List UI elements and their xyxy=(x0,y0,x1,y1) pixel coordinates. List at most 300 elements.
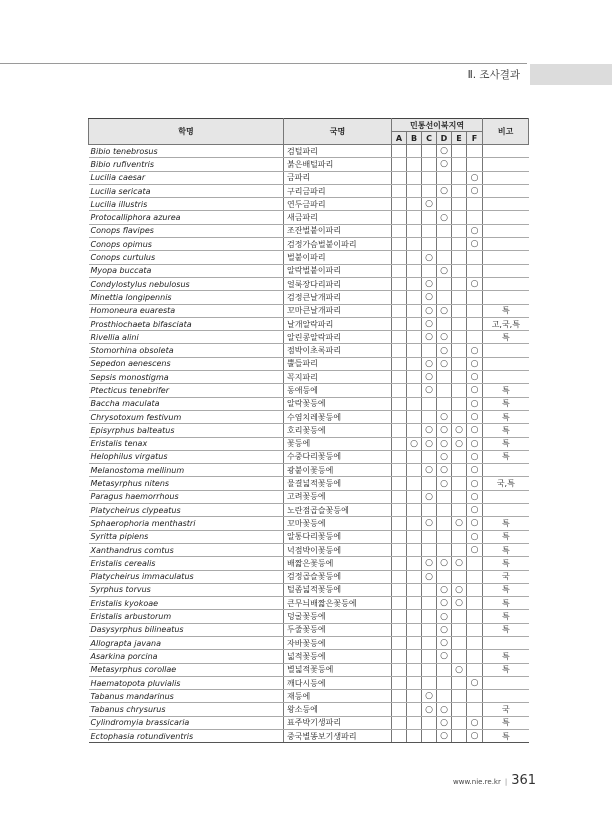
region-cell-c xyxy=(422,211,437,224)
presence-mark: ○ xyxy=(467,464,483,477)
region-cell-b xyxy=(407,184,422,197)
note: 특 xyxy=(483,583,529,596)
region-cell-f xyxy=(467,636,483,649)
presence-mark: ○ xyxy=(422,517,437,530)
table-row xyxy=(89,344,529,357)
table-row xyxy=(89,530,529,543)
region-cell-b xyxy=(407,410,422,423)
region-cell-f xyxy=(467,663,483,676)
region-cell-f xyxy=(467,650,483,663)
region-cell-b xyxy=(407,663,422,676)
presence-mark: ○ xyxy=(437,610,452,623)
scientific-name: Rivellia alini xyxy=(89,331,284,344)
region-cell-c xyxy=(422,238,437,251)
region-cell-b xyxy=(407,676,422,689)
region-cell-a xyxy=(392,424,407,437)
region-cell-a xyxy=(392,357,407,370)
region-cell-b xyxy=(407,211,422,224)
scientific-name: Conops flavipes xyxy=(89,224,284,237)
scientific-name: Episyrphus balteatus xyxy=(89,424,284,437)
presence-mark: ○ xyxy=(467,397,483,410)
region-cell-c xyxy=(422,145,437,158)
region-cell-a xyxy=(392,304,407,317)
table-row xyxy=(89,543,529,556)
presence-mark: ○ xyxy=(422,331,437,344)
region-cell-e xyxy=(452,464,467,477)
region-cell-f xyxy=(467,690,483,703)
scientific-name: Haematopota pluvialis xyxy=(89,676,284,689)
presence-mark: ○ xyxy=(437,597,452,610)
region-cell-f xyxy=(467,251,483,264)
region-cell-a xyxy=(392,663,407,676)
region-cell-c xyxy=(422,264,437,277)
scientific-name: Platycheirus immaculatus xyxy=(89,570,284,583)
region-cell-a xyxy=(392,623,407,636)
korean-name: 검털파리 xyxy=(284,145,392,158)
region-cell-a xyxy=(392,597,407,610)
note xyxy=(483,251,529,264)
korean-name: 수염치레꽃등에 xyxy=(284,410,392,423)
note xyxy=(483,636,529,649)
korean-name: 알린콩알락파리 xyxy=(284,331,392,344)
region-cell-d xyxy=(437,198,452,211)
section-title: Ⅱ. 조사결과 xyxy=(467,69,520,81)
presence-mark: ○ xyxy=(437,583,452,596)
region-cell-a xyxy=(392,331,407,344)
presence-mark: ○ xyxy=(467,437,483,450)
region-cell-e xyxy=(452,251,467,264)
region-cell-e xyxy=(452,317,467,330)
korean-name: 조잔벌붙이파리 xyxy=(284,224,392,237)
korean-name: 깨다시등에 xyxy=(284,676,392,689)
region-cell-f xyxy=(467,264,483,277)
table-row xyxy=(89,184,529,197)
scientific-name: Bibio tenebrosus xyxy=(89,145,284,158)
region-cell-e xyxy=(452,171,467,184)
korean-name: 얼룩장다리파리 xyxy=(284,277,392,290)
region-cell-d xyxy=(437,530,452,543)
note xyxy=(483,211,529,224)
table-row xyxy=(89,211,529,224)
region-cell-b xyxy=(407,650,422,663)
note xyxy=(483,371,529,384)
scientific-name: Cylindromyia brassicaria xyxy=(89,716,284,729)
region-cell-a xyxy=(392,464,407,477)
region-cell-b xyxy=(407,344,422,357)
scientific-name: Asarkina porcina xyxy=(89,650,284,663)
korean-name: 재등에 xyxy=(284,690,392,703)
region-cell-a xyxy=(392,384,407,397)
korean-name: 넓적꽃등에 xyxy=(284,650,392,663)
presence-mark: ○ xyxy=(422,384,437,397)
scientific-name: Metasyrphus nitens xyxy=(89,477,284,490)
note: 특 xyxy=(483,610,529,623)
region-cell-a xyxy=(392,650,407,663)
region-cell-a xyxy=(392,158,407,171)
region-cell-b xyxy=(407,477,422,490)
region-cell-a xyxy=(392,477,407,490)
presence-mark: ○ xyxy=(467,384,483,397)
region-cell-a xyxy=(392,211,407,224)
region-cell-b xyxy=(407,371,422,384)
region-cell-b xyxy=(407,490,422,503)
region-cell-a xyxy=(392,730,407,743)
region-cell-d xyxy=(437,663,452,676)
presence-mark: ○ xyxy=(437,730,452,743)
note: 특 xyxy=(483,450,529,463)
table-row xyxy=(89,716,529,729)
region-cell-a xyxy=(392,583,407,596)
region-cell-b xyxy=(407,158,422,171)
korean-name: 고려꽃등에 xyxy=(284,490,392,503)
korean-name: 알통다리꽃등에 xyxy=(284,530,392,543)
region-cell-a xyxy=(392,570,407,583)
region-cell-a xyxy=(392,291,407,304)
korean-name: 물결넓적꽃등에 xyxy=(284,477,392,490)
region-cell-e xyxy=(452,504,467,517)
table-row xyxy=(89,703,529,716)
presence-mark: ○ xyxy=(467,171,483,184)
region-cell-b xyxy=(407,517,422,530)
table-row xyxy=(89,198,529,211)
presence-mark: ○ xyxy=(452,517,467,530)
presence-mark: ○ xyxy=(437,145,452,158)
presence-mark: ○ xyxy=(422,277,437,290)
species-table xyxy=(88,118,529,743)
table-row xyxy=(89,264,529,277)
table-row xyxy=(89,317,529,330)
presence-mark: ○ xyxy=(467,357,483,370)
region-cell-d xyxy=(437,490,452,503)
col-scientific-name: 학명 xyxy=(89,119,284,145)
region-cell-e xyxy=(452,410,467,423)
presence-mark: ○ xyxy=(437,650,452,663)
note: 특 xyxy=(483,716,529,729)
scientific-name: Ectophasia rotundiventris xyxy=(89,730,284,743)
page-number: 361 xyxy=(511,773,537,788)
presence-mark: ○ xyxy=(437,450,452,463)
table-row xyxy=(89,663,529,676)
scientific-name: Lucilia illustris xyxy=(89,198,284,211)
presence-mark: ○ xyxy=(437,557,452,570)
korean-name: 뿔들파리 xyxy=(284,357,392,370)
table-row xyxy=(89,291,529,304)
region-cell-a xyxy=(392,397,407,410)
note xyxy=(483,145,529,158)
section-tab xyxy=(530,64,612,85)
footer-site: www.nie.re.kr xyxy=(453,778,501,786)
table-row xyxy=(89,238,529,251)
region-cell-c xyxy=(422,650,437,663)
note xyxy=(483,464,529,477)
region-cell-f xyxy=(467,610,483,623)
scientific-name: Allograpta javana xyxy=(89,636,284,649)
korean-name: 동애등에 xyxy=(284,384,392,397)
presence-mark: ○ xyxy=(467,224,483,237)
korean-name: 점박이초록파리 xyxy=(284,344,392,357)
region-cell-a xyxy=(392,251,407,264)
region-cell-e xyxy=(452,703,467,716)
korean-name: 검정큰날개파리 xyxy=(284,291,392,304)
region-cell-e xyxy=(452,530,467,543)
region-cell-c xyxy=(422,543,437,556)
presence-mark: ○ xyxy=(437,304,452,317)
region-cell-e xyxy=(452,636,467,649)
scientific-name: Dasysyrphus bilineatus xyxy=(89,623,284,636)
presence-mark: ○ xyxy=(467,477,483,490)
table-row xyxy=(89,650,529,663)
scientific-name: Eristalis kyokoae xyxy=(89,597,284,610)
table-row xyxy=(89,304,529,317)
region-cell-b xyxy=(407,397,422,410)
scientific-name: Sepedon aenescens xyxy=(89,357,284,370)
presence-mark: ○ xyxy=(422,371,437,384)
region-cell-e xyxy=(452,690,467,703)
presence-mark: ○ xyxy=(437,211,452,224)
region-cell-a xyxy=(392,530,407,543)
region-cell-e xyxy=(452,344,467,357)
col-region-a: A xyxy=(392,132,407,145)
table-row xyxy=(89,464,529,477)
table-row xyxy=(89,224,529,237)
region-cell-e xyxy=(452,264,467,277)
region-cell-c xyxy=(422,410,437,423)
region-cell-d xyxy=(437,517,452,530)
scientific-name: Syritta pipiens xyxy=(89,530,284,543)
region-cell-a xyxy=(392,490,407,503)
table-row xyxy=(89,557,529,570)
note: 국 xyxy=(483,570,529,583)
korean-name: 호리꽃등에 xyxy=(284,424,392,437)
region-cell-e xyxy=(452,450,467,463)
korean-name: 금파리 xyxy=(284,171,392,184)
region-cell-c xyxy=(422,477,437,490)
note: 특 xyxy=(483,663,529,676)
note xyxy=(483,198,529,211)
presence-mark: ○ xyxy=(422,557,437,570)
table-row xyxy=(89,570,529,583)
region-cell-b xyxy=(407,703,422,716)
presence-mark: ○ xyxy=(467,530,483,543)
table-row xyxy=(89,517,529,530)
table-row xyxy=(89,636,529,649)
presence-mark: ○ xyxy=(467,424,483,437)
korean-name: 꼭지파리 xyxy=(284,371,392,384)
presence-mark: ○ xyxy=(422,690,437,703)
korean-name: 큰무늬배짧은꽃등에 xyxy=(284,597,392,610)
table-row xyxy=(89,690,529,703)
table-row xyxy=(89,424,529,437)
region-cell-b xyxy=(407,357,422,370)
presence-mark: ○ xyxy=(437,357,452,370)
table-row xyxy=(89,610,529,623)
col-region-d: D xyxy=(437,132,452,145)
region-cell-d xyxy=(437,397,452,410)
note: 특 xyxy=(483,384,529,397)
note xyxy=(483,690,529,703)
korean-name: 꼬마꽃등에 xyxy=(284,517,392,530)
footer-separator: | xyxy=(504,778,508,786)
region-cell-a xyxy=(392,504,407,517)
presence-mark: ○ xyxy=(422,357,437,370)
presence-mark: ○ xyxy=(422,703,437,716)
scientific-name: Lucilia sericata xyxy=(89,184,284,197)
note: 특 xyxy=(483,650,529,663)
region-cell-b xyxy=(407,331,422,344)
region-cell-e xyxy=(452,570,467,583)
note xyxy=(483,171,529,184)
region-cell-e xyxy=(452,384,467,397)
note xyxy=(483,238,529,251)
note: 특 xyxy=(483,437,529,450)
korean-name: 알락벌붙이파리 xyxy=(284,264,392,277)
region-cell-b xyxy=(407,597,422,610)
region-cell-a xyxy=(392,517,407,530)
region-cell-c xyxy=(422,504,437,517)
region-cell-b xyxy=(407,238,422,251)
korean-name: 날개알락파리 xyxy=(284,317,392,330)
region-cell-d xyxy=(437,676,452,689)
presence-mark: ○ xyxy=(437,331,452,344)
region-cell-d xyxy=(437,504,452,517)
region-cell-a xyxy=(392,224,407,237)
presence-mark: ○ xyxy=(437,464,452,477)
scientific-name: Xanthandrus comtus xyxy=(89,543,284,556)
note xyxy=(483,184,529,197)
korean-name: 연두금파리 xyxy=(284,198,392,211)
presence-mark: ○ xyxy=(437,703,452,716)
region-cell-e xyxy=(452,730,467,743)
presence-mark: ○ xyxy=(452,597,467,610)
presence-mark: ○ xyxy=(467,410,483,423)
korean-name: 표주박기생파리 xyxy=(284,716,392,729)
region-cell-f xyxy=(467,557,483,570)
presence-mark: ○ xyxy=(467,504,483,517)
presence-mark: ○ xyxy=(467,277,483,290)
region-cell-b xyxy=(407,730,422,743)
region-cell-d xyxy=(437,251,452,264)
note xyxy=(483,357,529,370)
korean-name: 알락꽃등에 xyxy=(284,397,392,410)
presence-mark: ○ xyxy=(467,543,483,556)
note: 특 xyxy=(483,543,529,556)
region-cell-b xyxy=(407,198,422,211)
note xyxy=(483,344,529,357)
scientific-name: Conops opimus xyxy=(89,238,284,251)
note xyxy=(483,224,529,237)
table-row xyxy=(89,331,529,344)
note: 국,특 xyxy=(483,477,529,490)
note xyxy=(483,490,529,503)
korean-name: 자바꽃등에 xyxy=(284,636,392,649)
footer xyxy=(453,773,536,788)
region-cell-f xyxy=(467,291,483,304)
table-row xyxy=(89,583,529,596)
region-cell-d xyxy=(437,690,452,703)
korean-name: 별넓적꽃등에 xyxy=(284,663,392,676)
region-cell-a xyxy=(392,371,407,384)
region-cell-c xyxy=(422,397,437,410)
note: 특 xyxy=(483,410,529,423)
presence-mark: ○ xyxy=(437,477,452,490)
region-cell-f xyxy=(467,570,483,583)
region-cell-b xyxy=(407,636,422,649)
region-cell-d xyxy=(437,277,452,290)
region-cell-a xyxy=(392,317,407,330)
korean-name: 털좀넓적꽃등에 xyxy=(284,583,392,596)
region-cell-a xyxy=(392,238,407,251)
region-cell-e xyxy=(452,676,467,689)
table-row xyxy=(89,384,529,397)
presence-mark: ○ xyxy=(467,490,483,503)
presence-mark: ○ xyxy=(422,437,437,450)
col-region-group: 민통선이북지역 xyxy=(392,119,483,132)
region-cell-b xyxy=(407,543,422,556)
korean-name: 왕소등에 xyxy=(284,703,392,716)
region-cell-b xyxy=(407,145,422,158)
table-row xyxy=(89,730,529,743)
region-cell-a xyxy=(392,277,407,290)
scientific-name: Syrphus torvus xyxy=(89,583,284,596)
region-cell-b xyxy=(407,623,422,636)
region-cell-e xyxy=(452,543,467,556)
table-row xyxy=(89,171,529,184)
korean-name: 두줄꽃등에 xyxy=(284,623,392,636)
scientific-name: Metasyrphus corollae xyxy=(89,663,284,676)
presence-mark: ○ xyxy=(422,570,437,583)
region-cell-f xyxy=(467,623,483,636)
region-cell-f xyxy=(467,317,483,330)
header-rule xyxy=(0,63,527,64)
region-cell-a xyxy=(392,171,407,184)
presence-mark: ○ xyxy=(437,437,452,450)
table-row xyxy=(89,597,529,610)
korean-name: 벌붙이파리 xyxy=(284,251,392,264)
korean-name: 중국별똥보기생파리 xyxy=(284,730,392,743)
korean-name: 검정곱슬꽃등에 xyxy=(284,570,392,583)
korean-name: 새금파리 xyxy=(284,211,392,224)
region-cell-e xyxy=(452,623,467,636)
col-region-b: B xyxy=(407,132,422,145)
region-cell-d xyxy=(437,291,452,304)
region-cell-c xyxy=(422,583,437,596)
region-cell-b xyxy=(407,264,422,277)
presence-mark: ○ xyxy=(437,636,452,649)
presence-mark: ○ xyxy=(467,676,483,689)
region-cell-e xyxy=(452,357,467,370)
presence-mark: ○ xyxy=(422,424,437,437)
region-cell-a xyxy=(392,410,407,423)
region-cell-b xyxy=(407,610,422,623)
region-cell-f xyxy=(467,331,483,344)
table-row xyxy=(89,450,529,463)
region-cell-f xyxy=(467,198,483,211)
presence-mark: ○ xyxy=(452,557,467,570)
region-cell-d xyxy=(437,317,452,330)
presence-mark: ○ xyxy=(437,184,452,197)
region-cell-f xyxy=(467,583,483,596)
region-cell-e xyxy=(452,650,467,663)
note: 특 xyxy=(483,397,529,410)
region-cell-b xyxy=(407,291,422,304)
note xyxy=(483,504,529,517)
note xyxy=(483,676,529,689)
region-cell-d xyxy=(437,224,452,237)
table-row xyxy=(89,251,529,264)
presence-mark: ○ xyxy=(422,291,437,304)
region-cell-c xyxy=(422,530,437,543)
region-cell-c xyxy=(422,610,437,623)
